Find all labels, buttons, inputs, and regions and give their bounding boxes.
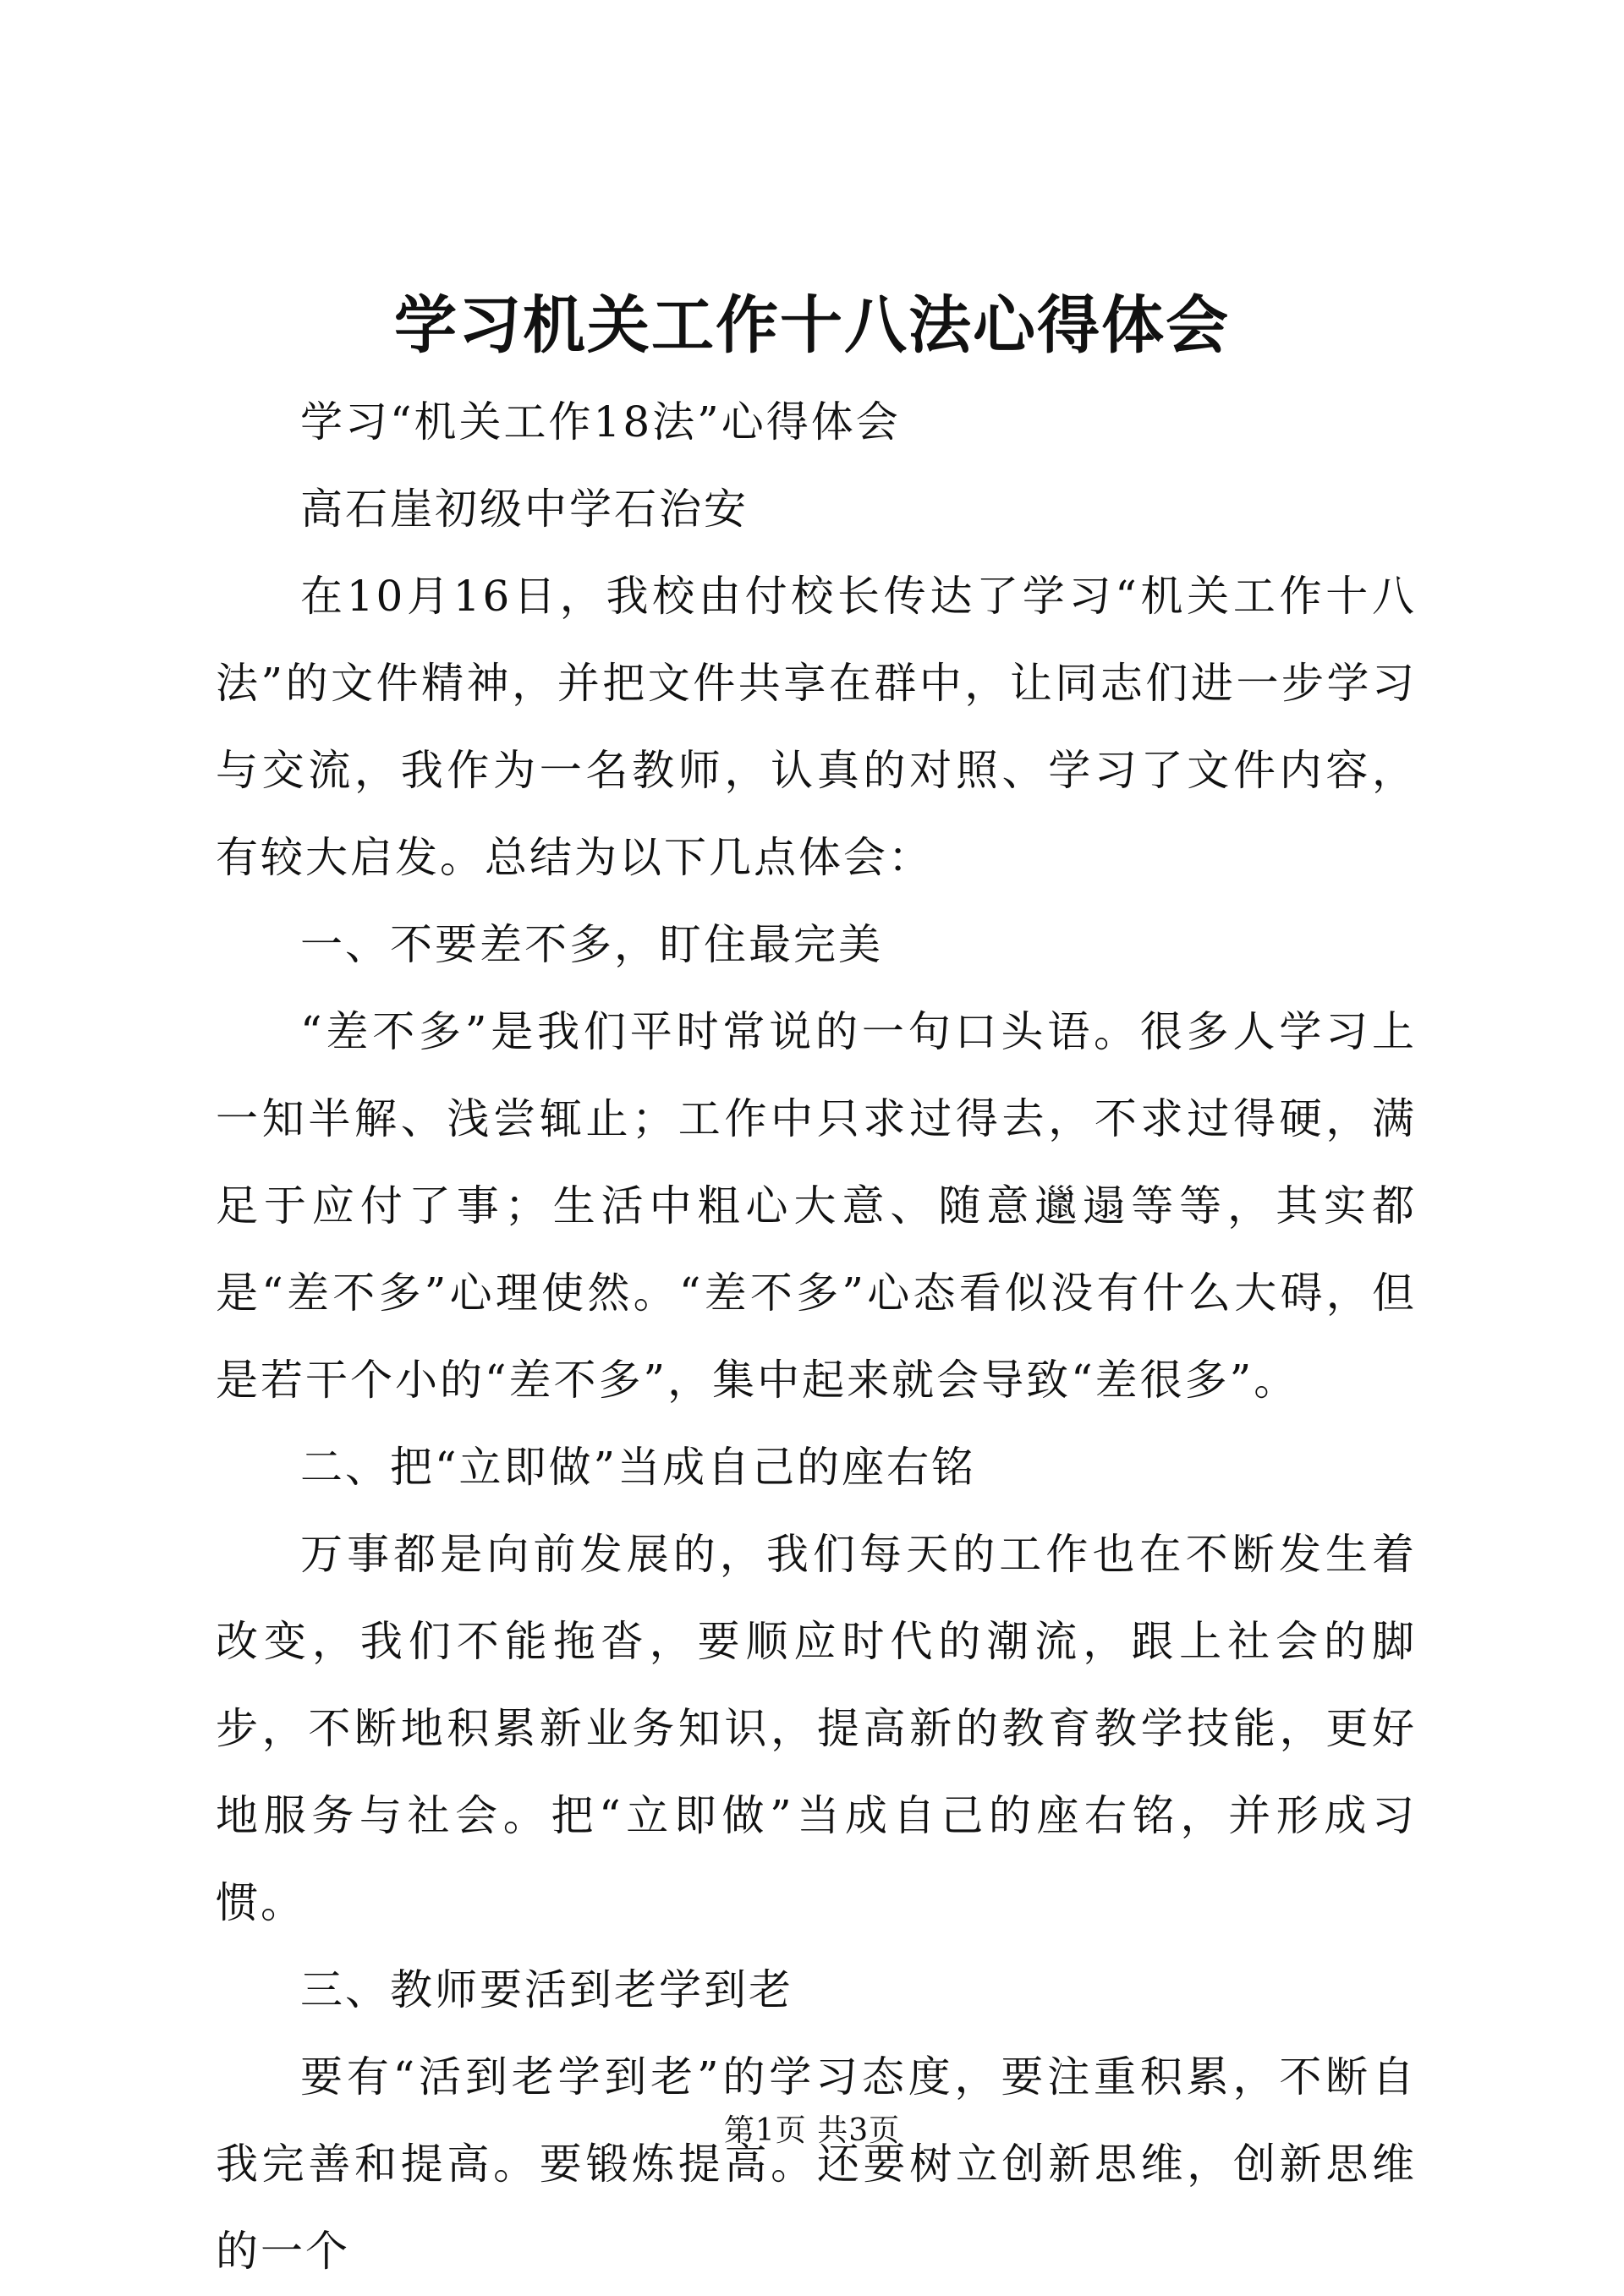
intro-paragraph: 在10月16日，我校由付校长传达了学习“机关工作十八法”的文件精神，并把文件共享在群中，让同志们进一步学习与交流，我作为一名教师，认真的对照、学习了文件内容，有较大启发。总结为以下几点体会： <box>216 572 1417 882</box>
section-paragraph-2: 万事都是向前发展的，我们每天的工作也在不断发生着改变，我们不能拖沓，要顺应时代的潮流，跟上社会的脚步，不断地积累新业务知识，提高新的教育教学技能，更好地服务与社会。把“立即做”当成自己的座右铭，并形成习惯。 <box>216 1530 1417 1927</box>
section-paragraph-1: “差不多”是我们平时常说的一句口头语。很多人学习上一知半解、浅尝辄止；工作中只求过得去，不求过得硬，满足于应付了事；生活中粗心大意、随意邋遢等等，其实都是“差不多”心理使然。“差不多”心态看似没有什么大碍，但是若干个小的“差不多”，集中起来就会导致“差很多”。 <box>216 1007 1417 1405</box>
document-body <box>216 379 1417 2295</box>
section-heading-2: 二、把“立即做”当成自己的座右铭 <box>300 1443 977 1492</box>
subtitle-paragraph: 学习“机关工作18法”心得体会 <box>300 397 901 447</box>
section-heading-3: 三、教师要活到老学到老 <box>300 1965 793 2014</box>
page-number-footer: 第1页 共3页 <box>723 2113 901 2148</box>
section-paragraph-3: 要有“活到老学到老”的学习态度，要注重积累，不断自我完善和提高。要锻炼提高。还要树立创新思维，创新思维的一个 <box>216 2052 1417 2276</box>
author-paragraph: 高石崖初级中学石治安 <box>300 485 749 534</box>
section-heading-1: 一、不要差不多，盯住最完美 <box>300 920 883 969</box>
document-title: 学习机关工作十八法心得体会 <box>394 289 1230 362</box>
